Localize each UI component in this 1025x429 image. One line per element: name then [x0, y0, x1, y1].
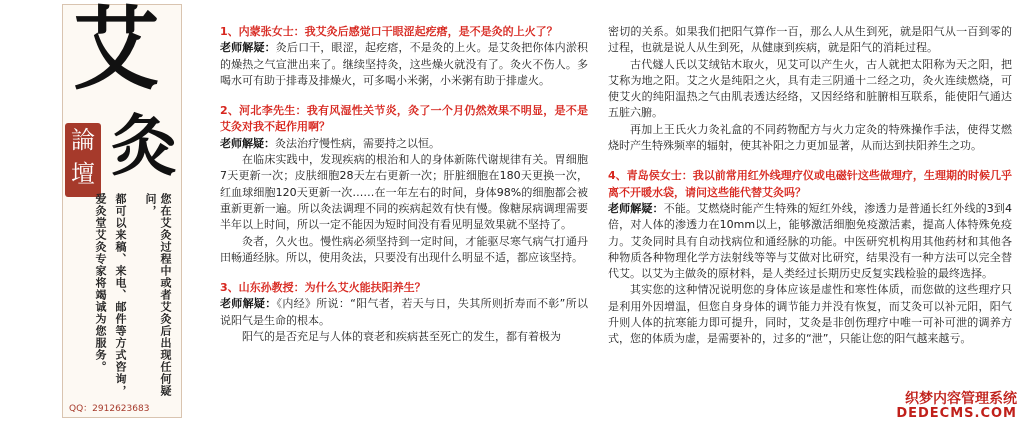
- answer-2-text: 灸法治疗慢性病，需要持之以恒。: [275, 136, 440, 150]
- answer-label: 老师解疑：: [220, 136, 275, 150]
- answer-2-paragraph-3: 灸者，久火也。慢性病必须坚持到一定时间，才能驱尽寒气病气打通丹田畅通经脉。所以，使用灸法，只要没有出现什么明显不适，都应该坚持。: [220, 234, 588, 264]
- answer-3-paragraph-2: 阳气的是否充足与人体的衰老和疾病甚至死亡的发生，都有着极为: [242, 330, 561, 344]
- intro-line-3: 爱灸堂艾灸专家将竭诚为您服务。: [94, 193, 107, 373]
- answer-4-text: 不能。艾燃烧时能产生特殊的短红外线，渗透力是普通长红外线的3到4倍，对人体的渗透力在10mm以上，能够激活细胞免疫激活素，提高人体特殊免疫力。艾灸同时具有自动找病位和通经脉的功能。中医研究机构用其他药材和其他各种物质各种物理化学方法射线等等与艾做对比研究，结果没有一种方法可以完全替代艾。以艾为主做灸的原材料，是人类经过长期历史反复实践检验的最终选择。: [608, 201, 1013, 281]
- answer-3-text: 《内经》所说：“阳气者，若天与日，失其所则折寿而不彰”所以说阳气是生命的根本。: [220, 297, 588, 327]
- answer-1: [220, 40, 588, 89]
- answer-3: [220, 296, 588, 329]
- question-2: 2、河北李先生：我有风湿性关节炎，灸了一个月仍然效果不明显，是不是艾灸对我不起作用啊？: [220, 104, 588, 134]
- answer-4: [608, 201, 1012, 282]
- answer-3-paragraph-3: 密切的关系。如果我们把阳气算作一百，那么人从生到死，就是阳气从一百到零的过程，也就是说人从生到死，从健康到疾病，就是阳气的消耗过程。: [608, 25, 1012, 55]
- intro-line-1: 您在艾灸过程中或者艾灸后出现任何疑问，: [144, 193, 172, 397]
- seal-char-1: 論: [71, 126, 95, 154]
- answer-1-text: 灸后口干，眼涩，起疙瘩，不是灸的上火。是艾灸把你体内淤积的燥热之气宣泄出来了。继续坚持灸，这些燥火就没有了。灸火不伤人。多喝水可有助于排毒及排燥火，可多喝小米粥，小米粥有助于排虚火。: [220, 41, 588, 87]
- seal-char-2: 壇: [71, 160, 95, 188]
- column-left: [220, 0, 588, 345]
- question-3: 3、山东孙教授：为什么艾火能扶阳养生？: [220, 281, 426, 295]
- answer-label: 老师解疑：: [608, 201, 664, 215]
- answer-3-paragraph-4: 古代燧人氏以艾绒钻木取火，见艾可以产生火，古人就把太阳称为天之阳，把艾称为地之阳。艾之火是纯阳之火，具有走三阴通十二经之功，灸火连续燃烧，可使艾火的纯阳温热之气由肌表透达经络，又因经络和脏腑相互联系，能使阳气通达五脏六腑。: [608, 57, 1012, 120]
- answer-2-paragraph-2: 在临床实践中，发现疾病的根治和人的身体新陈代谢规律有关。胃细胞7天更新一次；皮肤细胞28天左右更新一次；肝脏细胞在180天更换一次，红血球细胞120天更新一次……在一年左右的时间，身体98%的细胞都会被重新更新一遍。所以灸法调理不同的疾病起效有快有慢。像糖尿病调理需要半年以上时间，所以一定不能因为短时间没有看见明显效果就不坚持了。: [220, 153, 588, 232]
- forum-seal: [65, 123, 101, 197]
- watermark-url: DEDECMS.COM: [896, 406, 1017, 421]
- sidebar-panel: [62, 0, 182, 418]
- question-1: 1、内蒙张女士：我艾灸后感觉口干眼涩起疙瘩，是不是灸的上火了？: [220, 25, 558, 38]
- answer-3-paragraph-5: 再加上王氏火力灸礼盒的不同药物配方与火力定灸的特殊操作手法，使得艾燃烧时产生特殊频率的辐射，使其补阳之力更加显著，从而达到扶阳养生之功。: [608, 122, 1012, 153]
- answer-2: [220, 136, 588, 152]
- qq-contact: QQ：2912623683: [69, 404, 150, 414]
- answer-4-paragraph-2: 其实您的这种情况说明您的身体应该是虚性和寒性体质，而您做的这些理疗只是利用外因增温，但您自身身体的调节能力并没有恢复，而艾灸可以补元阳，阳气升则人体的抗寒能力即可提升，同时，艾灸是非创伤理疗中唯一可补可泄的调养方式，您的体质为虚，是需要补的，过多的“泄”，只能让您的阳气越来越亏。: [608, 283, 1012, 346]
- title-char-jiu: 灸: [111, 107, 177, 185]
- title-char-ai: 艾: [73, 0, 159, 103]
- answer-label: 老师解疑：: [220, 41, 276, 55]
- intro-line-2: 都可以来稿、来电、邮件等方式咨询，: [114, 193, 127, 397]
- watermark-title: 织梦内容管理系统: [905, 391, 1017, 407]
- answer-label: 老师解疑：: [220, 297, 277, 311]
- column-right: [608, 0, 1012, 348]
- question-4: 4、青岛侯女士：我以前常用红外线理疗仪或电磁针这些做理疗，生理期的时候几乎离不开暖水袋，请问这些能代替艾灸吗？: [608, 169, 1012, 199]
